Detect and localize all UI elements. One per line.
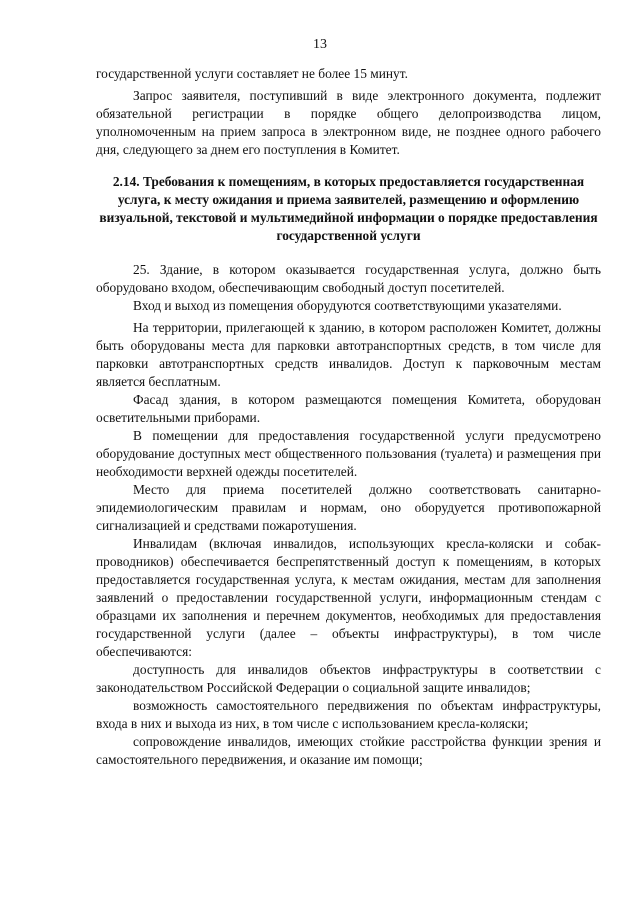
- paragraph-parking: На территории, прилегающей к зданию, в котором расположен Комитет, должны быть оборудованы места для парковки автотранспортных средств, в том числе для парковки автотранспортных средств инвалидов. Доступ к парковочным местам является бесплатным.: [96, 320, 601, 389]
- request-paragraph: Запрос заявителя, поступивший в виде электронного документа, подлежит обязательной регистрации в порядке общего делопроизводства лицом, уполномоченным на прием запроса в электронном виде, не позднее одного рабочего дня, следующего за днем его поступления в Комитет.: [96, 88, 601, 157]
- paragraph-public-facilities: В помещении для предоставления государственной услуги предусмотрено оборудование доступных мест общественного пользования (туалета) и размещения при необходимости верхней одежды посетителей.: [96, 428, 601, 479]
- paragraph-disabled-access: Инвалидам (включая инвалидов, использующих кресла-коляски и собак-проводников) обеспечивается беспрепятственный доступ к помещениям, в которых предоставляется государственная услуга, к местам ожидания, местам для заполнения заявлений о предоставлении государственной услуги, информационным стендам с образцами их заполнения и перечнем документов, необходимых для предоставления государственной услуги (далее – объекты инфраструктуры), в том числе обеспечиваются:: [96, 536, 601, 659]
- paragraph-building-entrance: 25. Здание, в котором оказывается государственная услуга, должно быть оборудовано входом, обеспечивающим свободный доступ посетителей.: [96, 262, 601, 295]
- list-item-escort-assistance: сопровождение инвалидов, имеющих стойкие расстройства функции зрения и самостоятельного передвижения, и оказание им помощи;: [96, 734, 601, 767]
- paragraph-entry-exit-signs: Вход и выход из помещения оборудуются соответствующими указателями.: [133, 298, 562, 313]
- list-item-independent-movement: возможность самостоятельного передвижения по объектам инфраструктуры, входа в них и выхода из них, в том числе с использованием кресла-коляски;: [96, 698, 601, 731]
- paragraph-sanitary-fire-safety: Место для приема посетителей должно соответствовать санитарно-эпидемиологическим правилам и нормам, оно оборудуется противопожарной сигнализацией и средствами пожаротушения.: [96, 482, 601, 533]
- continued-paragraph: государственной услуги составляет не более 15 минут.: [96, 66, 408, 81]
- page-number: 13: [313, 37, 327, 52]
- list-item-accessibility: доступность для инвалидов объектов инфраструктуры в соответствии с законодательством Российской Федерации о социальной защите инвалидов;: [96, 662, 601, 695]
- paragraph-facade-lighting: Фасад здания, в котором размещаются помещения Комитета, оборудован осветительными приборами.: [96, 392, 601, 425]
- page-body: [96, 65, 601, 769]
- section-heading: 2.14. Требования к помещениям, в которых предоставляется государственная услуга, к месту ожидания и приема заявителей, размещению и оформлению визуальной, текстовой и мультимедийной информации о порядке предоставления государственной услуги: [99, 174, 598, 243]
